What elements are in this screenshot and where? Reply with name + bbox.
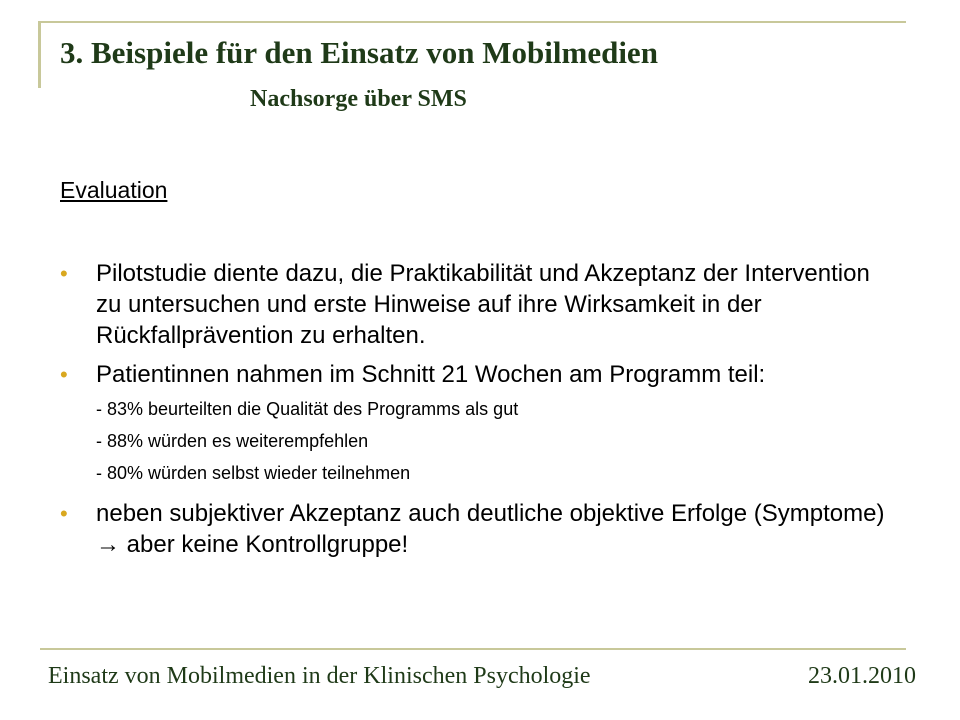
sub-item: - 83% beurteilten die Qualität des Programms als gut bbox=[96, 399, 519, 419]
sub-item: - 80% würden selbst wieder teilnehmen bbox=[96, 463, 411, 483]
footer-date: 23.01.2010 bbox=[808, 663, 916, 689]
slide-content bbox=[60, 258, 900, 568]
bullet-icon: • bbox=[60, 261, 68, 286]
sub-list bbox=[60, 398, 900, 484]
bullet-item bbox=[60, 258, 900, 351]
top-divider bbox=[40, 21, 906, 23]
bullet-text: neben subjektiver Akzeptanz auch deutliche objektive Erfolge (Symptome) → aber keine Kontrollgruppe! bbox=[96, 500, 885, 558]
section-heading: Evaluation bbox=[60, 177, 168, 203]
bottom-divider bbox=[40, 648, 906, 650]
slide-subtitle: Nachsorge über SMS bbox=[250, 86, 467, 112]
sub-item: - 88% würden es weiterempfehlen bbox=[96, 431, 369, 451]
bullet-icon: • bbox=[60, 501, 68, 526]
bullet-text: Pilotstudie diente dazu, die Praktikabilität und Akzeptanz der Intervention zu untersuchen und erste Hinweise auf ihre Wirksamkeit in der Rückfallprävention zu erhalten. bbox=[96, 260, 870, 349]
bullet-icon: • bbox=[60, 362, 68, 387]
bullet-item bbox=[60, 359, 900, 390]
slide-title: 3. Beispiele für den Einsatz von Mobilmedien bbox=[60, 35, 658, 70]
footer-title: Einsatz von Mobilmedien in der Klinischen Psychologie bbox=[48, 663, 591, 689]
bullet-item bbox=[60, 498, 900, 560]
bullet-text: Patientinnen nahmen im Schnitt 21 Wochen am Programm teil: bbox=[96, 361, 766, 388]
left-accent-line bbox=[38, 21, 41, 88]
